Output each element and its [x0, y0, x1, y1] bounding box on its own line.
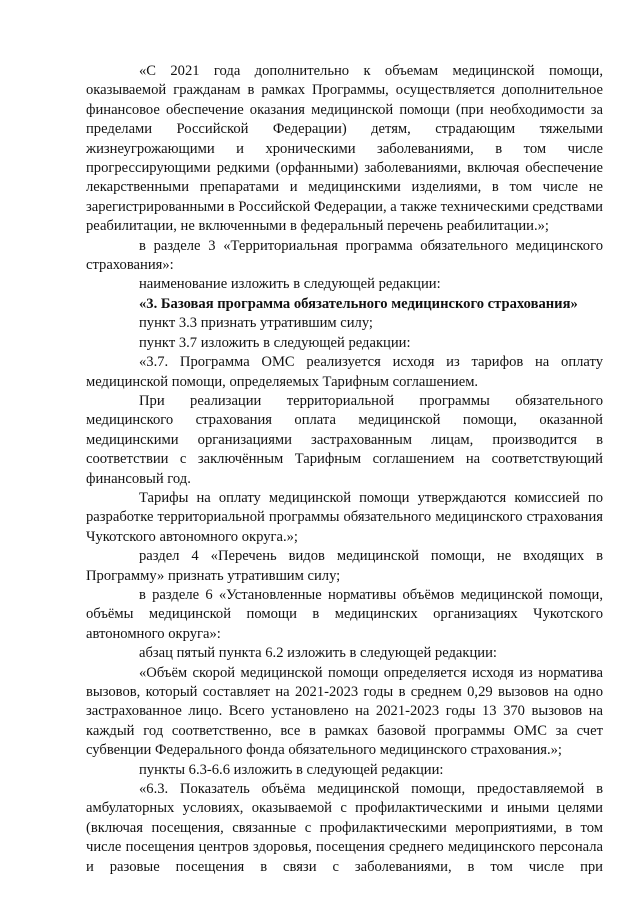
paragraph-12: абзац пятый пункта 6.2 изложить в следующей редакции:: [139, 645, 497, 662]
paragraph-5: пункт 3.3 признать утратившим силу;: [139, 315, 373, 332]
paragraph-2: в разделе 3 «Территориальная программа обязательного медицинского страхования»:: [86, 237, 603, 274]
section-heading: «3. Базовая программа обязательного медицинского страхования»: [139, 295, 578, 312]
paragraph-15: «6.3. Показатель объёма медицинской помощи, предоставляемой в амбулаторных условиях, оказываемой с профилактическими и иными целями (включая посещения, связанные с профилактическими мероприятиями, в том числе посещения центров здоровья, посещения среднего медицинского персонала и разовые посещения в связи с заболеваниями, в том числе при: [86, 781, 603, 875]
paragraph-13: «Объём скорой медицинской помощи определяется исходя из норматива вызовов, который составляет на 2021-2023 годы в среднем 0,29 вызовов на одно застрахованное лицо. Всего установлено на 2021-2023 годы 13 370 вызовов на каждый год соответственно, все в рамках базовой программы ОМС за счет субвенции Федерального фонда обязательного медицинского страхования.»;: [86, 664, 603, 759]
paragraph-11: в разделе 6 «Установленные нормативы объёмов медицинской помощи, объёмы медицинской помощи в медицинских организациях Чукотского автономного округа»:: [86, 586, 603, 642]
paragraph-10: раздел 4 «Перечень видов медицинской помощи, не входящих в Программу» признать утратившим силу;: [86, 548, 603, 584]
paragraph-1: «С 2021 года дополнительно к объемам медицинской помощи, оказываемой гражданам в рамках Программы, осуществляется дополнительное финансовое обеспечение оказания медицинской помощи (при необходимости за пределами Российской Федерации) детям, страдающим тяжелыми жизнеугрожающими и хроническими заболеваниями, в том числе прогрессирующими редкими (орфанными) заболеваниями, включая обеспечение лекарственными препаратами и медицинскими изделиями, в том числе не зарегистрированными в Российской Федерации, а также техническими средствами реабилитации, не включенными в федеральный перечень реабилитации.»;: [86, 63, 603, 235]
paragraph-9: Тарифы на оплату медицинской помощи утверждаются комиссией по разработке территориальной программы обязательного медицинского страхования Чукотского автономного округа.»;: [86, 489, 603, 545]
paragraph-3: наименование изложить в следующей редакции:: [139, 276, 441, 293]
paragraph-8: При реализации территориальной программы обязательного медицинского страхования оплата медицинской помощи, оказанной медицинскими организациями застрахованным лицам, производится в соответствии с заключённым Тарифным соглашением на соответствующий финансовый год.: [86, 392, 603, 487]
document-body: [86, 62, 603, 877]
paragraph-14: пункты 6.3-6.6 изложить в следующей редакции:: [139, 761, 444, 778]
paragraph-6: пункт 3.7 изложить в следующей редакции:: [139, 334, 411, 351]
paragraph-7: «3.7. Программа ОМС реализуется исходя из тарифов на оплату медицинской помощи, определяемых Тарифным соглашением.: [86, 354, 603, 390]
